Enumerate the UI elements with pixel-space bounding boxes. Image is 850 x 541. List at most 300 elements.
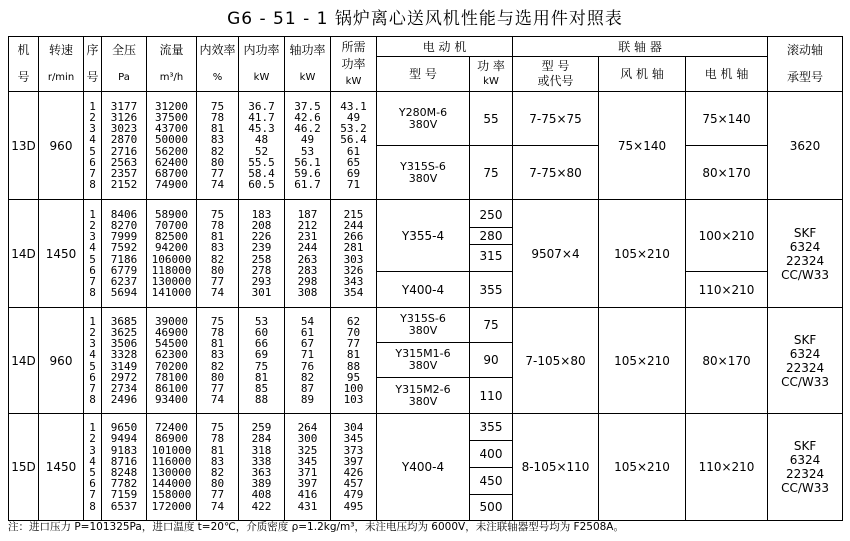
bearing-value: 22324 xyxy=(785,360,825,375)
shaft-power-value: 298 xyxy=(297,274,318,288)
inner-power-value: 259 xyxy=(251,421,272,435)
shaft-power-value: 46.2 xyxy=(294,122,321,136)
pressure-list xyxy=(102,414,147,521)
coupling-model-cell: 8-105×110 xyxy=(513,414,599,521)
bearing-value: CC/W33 xyxy=(781,481,829,495)
fan-shaft-cell: 75×140 xyxy=(599,92,686,200)
motor-shaft-cell: 110×210 xyxy=(686,272,768,308)
seq-value: 3 xyxy=(89,122,96,136)
flow-value: 56200 xyxy=(154,144,189,158)
flow-list xyxy=(147,414,197,521)
motor-model-cell: Y315S-6 380V xyxy=(377,146,470,200)
shaft-power-value: 263 xyxy=(297,252,318,266)
inner-power-value: 318 xyxy=(251,443,272,457)
motor-model-cell: Y355-4 xyxy=(377,200,470,272)
flow-value: 106000 xyxy=(151,252,192,266)
seq-value: 1 xyxy=(89,314,96,328)
required-power-value: 103 xyxy=(343,393,364,407)
pressure-value: 2734 xyxy=(110,381,138,395)
inner-power-value: 48 xyxy=(254,133,269,147)
efficiency-value: 74 xyxy=(210,393,225,407)
shaft-power-value: 54 xyxy=(300,314,315,328)
seq-value: 2 xyxy=(89,432,96,446)
shaft-power-value: 416 xyxy=(297,488,318,502)
shaft-power-value: 187 xyxy=(297,207,318,221)
speed-cell: 1450 xyxy=(39,414,84,521)
required-power-value: 397 xyxy=(343,454,364,468)
flow-value: 43700 xyxy=(154,122,189,136)
inner-power-value: 55.5 xyxy=(248,155,275,169)
inner-power-value: 208 xyxy=(251,218,272,232)
pressure-value: 2152 xyxy=(110,178,138,192)
required-power-value: 88 xyxy=(346,359,361,373)
inner-power-value: 338 xyxy=(251,454,272,468)
machine-cell: 15D xyxy=(9,414,39,521)
efficiency-value: 78 xyxy=(210,110,225,124)
motor-power-cell: 355 400 450 500 xyxy=(470,414,513,521)
seq-value: 4 xyxy=(89,348,96,362)
speed-cell: 1450 xyxy=(39,200,84,308)
seq-value: 3 xyxy=(89,337,96,351)
inner-power-value: 284 xyxy=(251,432,272,446)
pressure-list xyxy=(102,200,147,308)
required-power-value: 71 xyxy=(346,178,361,192)
pressure-value: 7186 xyxy=(110,252,138,266)
efficiency-value: 77 xyxy=(210,274,225,288)
pressure-value: 7592 xyxy=(110,241,138,255)
shaft-power-value: 87 xyxy=(300,381,315,395)
bearing-cell xyxy=(768,200,843,308)
efficiency-value: 78 xyxy=(210,432,225,446)
efficiency-value: 74 xyxy=(210,499,225,513)
flow-value: 46900 xyxy=(154,325,189,339)
required-power-value: 343 xyxy=(343,274,364,288)
seq-value: 4 xyxy=(89,454,96,468)
shaft-power-value: 283 xyxy=(297,263,318,277)
motor-shaft-cell: 110×210 xyxy=(686,414,768,521)
seq-list xyxy=(84,200,102,308)
required-power-value: 479 xyxy=(343,488,364,502)
pressure-value: 7159 xyxy=(110,488,138,502)
motor-power-cell: 110 xyxy=(470,378,513,414)
seq-value: 6 xyxy=(89,263,96,277)
required-power-value: 81 xyxy=(346,348,361,362)
seq-list xyxy=(84,308,102,414)
pressure-list xyxy=(102,308,147,414)
coupling-model-cell: 7-75×75 xyxy=(513,92,599,146)
required-power-value: 495 xyxy=(343,499,364,513)
flow-value: 93400 xyxy=(154,393,189,407)
inner-power-value: 408 xyxy=(251,488,272,502)
efficiency-value: 75 xyxy=(210,314,225,328)
efficiency-value: 83 xyxy=(210,348,225,362)
inner-power-value: 226 xyxy=(251,230,272,244)
seq-value: 3 xyxy=(89,443,96,457)
required-power-value: 426 xyxy=(343,466,364,479)
required-power-value: 70 xyxy=(346,325,361,339)
required-power-value: 65 xyxy=(346,155,361,169)
efficiency-value: 81 xyxy=(210,122,225,136)
shaft-power-list xyxy=(285,92,331,200)
bearing-value: CC/W33 xyxy=(781,267,829,282)
header-efficiency: 内效率 % xyxy=(197,37,239,92)
seq-list xyxy=(84,414,102,521)
seq-value: 8 xyxy=(89,286,96,300)
shaft-power-value: 345 xyxy=(297,454,318,468)
pressure-value: 3126 xyxy=(110,110,138,124)
shaft-power-value: 325 xyxy=(297,443,318,457)
motor-power-cell: 75 xyxy=(470,146,513,200)
efficiency-value: 80 xyxy=(210,370,225,384)
pressure-value: 9494 xyxy=(110,432,138,446)
pressure-value: 8270 xyxy=(110,218,138,232)
flow-value: 78100 xyxy=(154,370,189,384)
seq-value: 5 xyxy=(89,466,96,479)
shaft-power-list xyxy=(285,308,331,414)
efficiency-value: 82 xyxy=(210,252,225,266)
seq-value: 4 xyxy=(89,241,96,255)
inner-power-value: 85 xyxy=(254,381,269,395)
shaft-power-value: 59.6 xyxy=(294,166,321,180)
bearing-value: SKF xyxy=(793,439,817,453)
pressure-value: 8716 xyxy=(110,454,138,468)
seq-value: 1 xyxy=(89,421,96,435)
efficiency-value: 75 xyxy=(210,421,225,435)
shaft-power-value: 56.1 xyxy=(294,155,321,169)
header-fan-shaft: 风 机 轴 xyxy=(599,57,686,92)
shaft-power-list xyxy=(285,414,331,521)
motor-power-cell: 55 xyxy=(470,92,513,146)
shaft-power-value: 61.7 xyxy=(294,178,321,192)
pressure-value: 3506 xyxy=(110,337,138,351)
shaft-power-value: 300 xyxy=(297,432,318,446)
seq-value: 5 xyxy=(89,252,96,266)
shaft-power-value: 71 xyxy=(300,348,315,362)
flow-value: 74900 xyxy=(154,178,189,192)
shaft-power-value: 371 xyxy=(297,466,318,479)
inner-power-value: 41.7 xyxy=(248,110,275,124)
pressure-value: 3023 xyxy=(110,122,138,136)
flow-value: 58900 xyxy=(154,207,189,221)
flow-value: 72400 xyxy=(154,421,189,435)
inner-power-value: 60 xyxy=(254,325,269,339)
flow-value: 172000 xyxy=(151,499,192,513)
shaft-power-value: 49 xyxy=(300,133,315,147)
inner-power-value: 45.3 xyxy=(248,122,275,136)
pressure-value: 8406 xyxy=(110,207,138,221)
motor-power-cell: 75 xyxy=(470,308,513,343)
seq-value: 3 xyxy=(89,230,96,244)
inner-power-value: 389 xyxy=(251,477,272,491)
inner-power-value: 301 xyxy=(251,286,272,300)
bearing-value: 3620 xyxy=(789,138,821,153)
machine-cell: 14D xyxy=(9,200,39,308)
pressure-value: 6779 xyxy=(110,263,138,277)
pressure-value: 3149 xyxy=(110,359,138,373)
bearing-value: 6324 xyxy=(789,346,821,361)
header-speed: 转速 r/min xyxy=(39,37,84,92)
flow-value: 130000 xyxy=(151,466,192,479)
flow-value: 82500 xyxy=(154,230,189,244)
header-motor-power: 功 率 kW xyxy=(470,57,513,92)
efficiency-value: 82 xyxy=(210,144,225,158)
efficiency-value: 78 xyxy=(210,218,225,232)
seq-value: 7 xyxy=(89,381,96,395)
header-coupling-group: 联 轴 器 xyxy=(513,37,768,57)
seq-value: 4 xyxy=(89,133,96,147)
efficiency-value: 81 xyxy=(210,443,225,457)
fan-shaft-cell: 105×210 xyxy=(599,308,686,414)
performance-table xyxy=(8,36,843,521)
seq-value: 7 xyxy=(89,488,96,502)
motor-shaft-cell: 100×210 xyxy=(686,200,768,272)
required-power-value: 266 xyxy=(343,230,364,244)
seq-value: 6 xyxy=(89,477,96,491)
required-power-value: 69 xyxy=(346,166,361,180)
seq-value: 6 xyxy=(89,370,96,384)
flow-list xyxy=(147,308,197,414)
required-power-value: 326 xyxy=(343,263,364,277)
required-power-list xyxy=(331,414,377,521)
seq-list xyxy=(84,92,102,200)
coupling-model-cell: 7-75×80 xyxy=(513,146,599,200)
motor-model-cell: Y315M1-6 380V xyxy=(377,343,470,378)
flow-value: 31200 xyxy=(154,99,189,113)
flow-value: 68700 xyxy=(154,166,189,180)
motor-shaft-cell: 80×170 xyxy=(686,146,768,200)
header-seq: 序 号 xyxy=(84,37,102,92)
bearing-cell xyxy=(768,308,843,414)
required-power-value: 95 xyxy=(346,370,361,384)
shaft-power-value: 67 xyxy=(300,337,315,351)
bearing-value: SKF xyxy=(793,332,817,347)
motor-shaft-cell: 80×170 xyxy=(686,308,768,414)
required-power-list xyxy=(331,200,377,308)
inner-power-list xyxy=(239,92,285,200)
efficiency-value: 82 xyxy=(210,359,225,373)
seq-value: 5 xyxy=(89,359,96,373)
header-coupling-model: 型 号 或代号 xyxy=(513,57,599,92)
required-power-list xyxy=(331,308,377,414)
shaft-power-value: 244 xyxy=(297,241,318,255)
header-inner-power: 内功率 kW xyxy=(239,37,285,92)
shaft-power-value: 264 xyxy=(297,421,318,435)
seq-value: 7 xyxy=(89,166,96,180)
required-power-value: 303 xyxy=(343,252,364,266)
seq-value: 6 xyxy=(89,155,96,169)
flow-value: 54500 xyxy=(154,337,189,351)
flow-value: 70200 xyxy=(154,359,189,373)
flow-value: 130000 xyxy=(151,274,192,288)
inner-power-list xyxy=(239,308,285,414)
pressure-value: 3685 xyxy=(110,314,138,328)
efficiency-list xyxy=(197,308,239,414)
header-pressure: 全压 Pa xyxy=(102,37,147,92)
header-required-power: 所需 功率 kW xyxy=(331,37,377,92)
bearing-value: 22324 xyxy=(785,253,825,268)
pressure-value: 5694 xyxy=(110,286,138,300)
pressure-value: 3328 xyxy=(110,348,138,362)
required-power-list xyxy=(331,92,377,200)
motor-model-cell: Y400-4 xyxy=(377,414,470,521)
inner-power-value: 75 xyxy=(254,359,269,373)
header-motor-group: 电 动 机 xyxy=(377,37,513,57)
seq-value: 8 xyxy=(89,499,96,513)
pressure-value: 2870 xyxy=(110,133,138,147)
required-power-value: 56.4 xyxy=(340,133,367,147)
flow-value: 116000 xyxy=(151,454,192,468)
flow-value: 39000 xyxy=(154,314,189,328)
efficiency-value: 78 xyxy=(210,325,225,339)
machine-cell: 14D xyxy=(9,308,39,414)
pressure-value: 6537 xyxy=(110,499,138,513)
flow-list xyxy=(147,200,197,308)
header-flow: 流量 m³/h xyxy=(147,37,197,92)
flow-value: 86100 xyxy=(154,381,189,395)
shaft-power-list xyxy=(285,200,331,308)
pressure-value: 2716 xyxy=(110,144,138,158)
seq-value: 2 xyxy=(89,110,96,124)
efficiency-value: 74 xyxy=(210,178,225,192)
efficiency-value: 75 xyxy=(210,207,225,221)
flow-value: 144000 xyxy=(151,477,192,491)
fan-shaft-cell: 105×210 xyxy=(599,200,686,308)
inner-power-value: 53 xyxy=(254,314,269,328)
efficiency-value: 83 xyxy=(210,454,225,468)
bearing-value: SKF xyxy=(793,225,817,240)
flow-value: 118000 xyxy=(151,263,192,277)
seq-value: 8 xyxy=(89,393,96,407)
flow-value: 70700 xyxy=(154,218,189,232)
pressure-value: 2357 xyxy=(110,166,138,180)
bearing-value: 22324 xyxy=(785,467,825,481)
required-power-value: 61 xyxy=(346,144,361,158)
required-power-value: 53.2 xyxy=(340,122,367,136)
efficiency-value: 83 xyxy=(210,241,225,255)
machine-cell: 13D xyxy=(9,92,39,200)
seq-value: 1 xyxy=(89,207,96,221)
inner-power-value: 258 xyxy=(251,252,272,266)
required-power-value: 244 xyxy=(343,218,364,232)
required-power-value: 62 xyxy=(346,314,361,328)
shaft-power-value: 76 xyxy=(300,359,315,373)
required-power-value: 373 xyxy=(343,443,364,457)
pressure-value: 2972 xyxy=(110,370,138,384)
speed-cell: 960 xyxy=(39,92,84,200)
seq-value: 8 xyxy=(89,178,96,192)
inner-power-value: 278 xyxy=(251,263,272,277)
required-power-value: 215 xyxy=(343,207,364,221)
inner-power-list xyxy=(239,414,285,521)
motor-power-cell: 90 xyxy=(470,343,513,378)
motor-model-cell: Y280M-6 380V xyxy=(377,92,470,146)
speed-cell: 960 xyxy=(39,308,84,414)
efficiency-value: 77 xyxy=(210,381,225,395)
flow-list xyxy=(147,92,197,200)
pressure-value: 2496 xyxy=(110,393,138,407)
bearing-value: CC/W33 xyxy=(781,374,829,389)
pressure-value: 6237 xyxy=(110,274,138,288)
inner-power-value: 239 xyxy=(251,241,272,255)
inner-power-value: 363 xyxy=(251,466,272,479)
efficiency-value: 74 xyxy=(210,286,225,300)
page-title: G6 - 51 - 1 锅炉离心送风机性能与选用件对照表 xyxy=(227,9,623,29)
efficiency-list xyxy=(197,414,239,521)
motor-model-cell: Y400-4 xyxy=(377,272,470,308)
header-machine: 机 号 xyxy=(9,37,39,92)
seq-value: 2 xyxy=(89,218,96,232)
inner-power-value: 36.7 xyxy=(248,99,275,113)
required-power-value: 457 xyxy=(343,477,364,491)
coupling-model-cell: 9507×4 xyxy=(513,200,599,308)
efficiency-value: 81 xyxy=(210,230,225,244)
bearing-value: 6324 xyxy=(789,239,821,254)
required-power-value: 354 xyxy=(343,286,364,300)
inner-power-value: 60.5 xyxy=(248,178,275,192)
pressure-value: 8248 xyxy=(110,466,138,479)
required-power-value: 100 xyxy=(343,381,364,395)
motor-model-cell: Y315M2-6 380V xyxy=(377,378,470,414)
efficiency-list xyxy=(197,200,239,308)
pressure-list xyxy=(102,92,147,200)
inner-power-value: 66 xyxy=(254,337,269,351)
shaft-power-value: 431 xyxy=(297,499,318,513)
bearing-value: 6324 xyxy=(789,453,821,467)
efficiency-value: 81 xyxy=(210,337,225,351)
header-motor-shaft: 电 机 轴 xyxy=(686,57,768,92)
header-motor-model: 型 号 xyxy=(377,57,470,92)
shaft-power-value: 308 xyxy=(297,286,318,300)
required-power-value: 77 xyxy=(346,337,361,351)
shaft-power-value: 231 xyxy=(297,230,318,244)
header-shaft-power: 轴功率 kW xyxy=(285,37,331,92)
required-power-value: 345 xyxy=(343,432,364,446)
pressure-value: 3625 xyxy=(110,325,138,339)
shaft-power-value: 53 xyxy=(300,144,315,158)
motor-model-cell: Y315S-6 380V xyxy=(377,308,470,343)
coupling-model-cell: 7-105×80 xyxy=(513,308,599,414)
inner-power-value: 183 xyxy=(251,207,272,221)
fan-shaft-cell: 105×210 xyxy=(599,414,686,521)
flow-value: 62300 xyxy=(154,348,189,362)
flow-value: 158000 xyxy=(151,488,192,502)
flow-value: 50000 xyxy=(154,133,189,147)
inner-power-value: 293 xyxy=(251,274,272,288)
required-power-value: 304 xyxy=(343,421,364,435)
seq-value: 2 xyxy=(89,325,96,339)
shaft-power-value: 42.6 xyxy=(294,110,321,124)
bearing-cell xyxy=(768,414,843,521)
efficiency-value: 82 xyxy=(210,466,225,479)
flow-value: 62400 xyxy=(154,155,189,169)
efficiency-value: 77 xyxy=(210,166,225,180)
bearing-cell xyxy=(768,92,843,200)
flow-value: 86900 xyxy=(154,432,189,446)
efficiency-value: 83 xyxy=(210,133,225,147)
flow-value: 37500 xyxy=(154,110,189,124)
inner-power-value: 422 xyxy=(251,499,272,513)
shaft-power-value: 89 xyxy=(300,393,315,407)
flow-value: 141000 xyxy=(151,286,192,300)
pressure-value: 9183 xyxy=(110,443,138,457)
required-power-value: 43.1 xyxy=(340,99,367,113)
motor-shaft-cell: 75×140 xyxy=(686,92,768,146)
shaft-power-value: 82 xyxy=(300,370,315,384)
efficiency-value: 80 xyxy=(210,155,225,169)
seq-value: 1 xyxy=(89,99,96,113)
header-bearing: 滚动轴 承型号 xyxy=(768,37,843,92)
efficiency-list xyxy=(197,92,239,200)
